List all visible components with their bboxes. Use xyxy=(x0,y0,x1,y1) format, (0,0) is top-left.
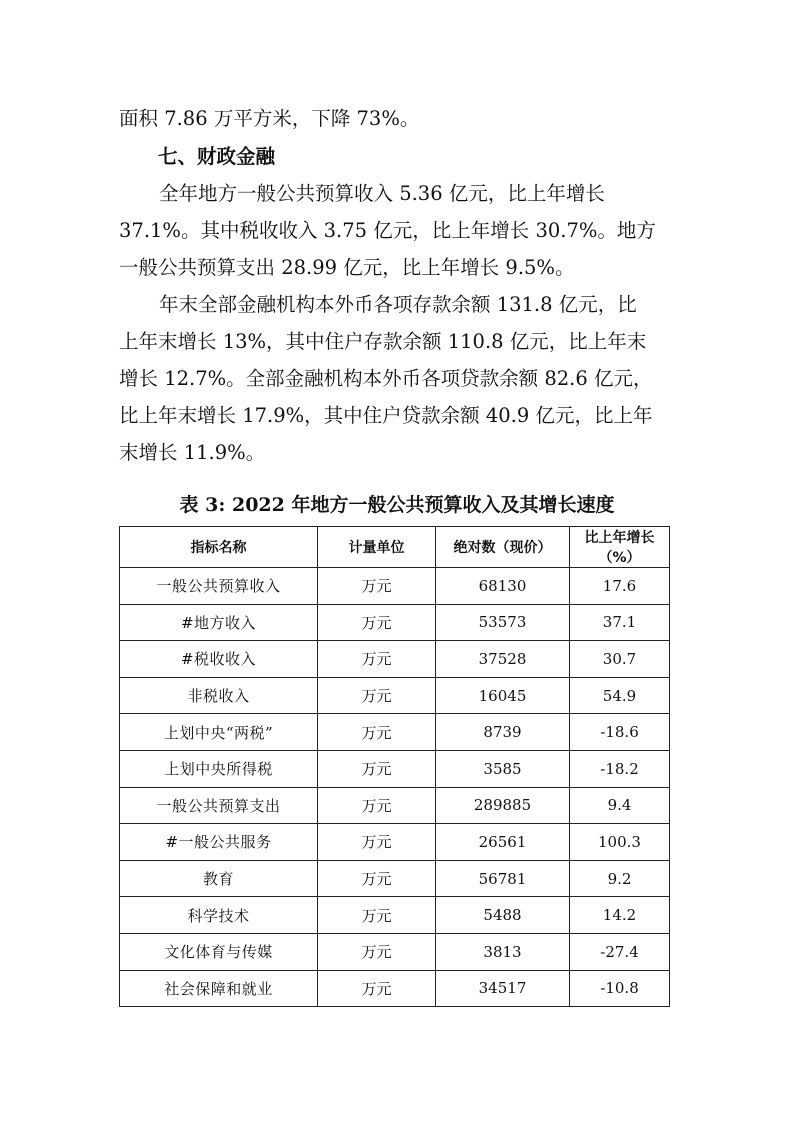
text-line: 面积 7.86 万平方米，下降 73%。 xyxy=(119,107,420,130)
cell-indicator: 上划中央“两税” xyxy=(120,714,318,751)
cell-absolute: 34517 xyxy=(436,970,570,1007)
cell-indicator: 非税收入 xyxy=(120,677,318,714)
finance-paragraph xyxy=(119,286,679,471)
text-line: 上年末增长 13%，其中住户存款余额 110.8 亿元，比上年末 xyxy=(119,330,647,353)
table-row xyxy=(120,860,670,897)
text-line: 全年地方一般公共预算收入 5.36 亿元，比上年增长 xyxy=(159,182,605,205)
cell-growth: -27.4 xyxy=(570,933,670,970)
fiscal-paragraph xyxy=(119,175,679,286)
text-line: 增长 12.7%。全部金融机构本外币各项贷款余额 82.6 亿元， xyxy=(119,367,653,390)
cell-unit: 万元 xyxy=(318,677,436,714)
cell-absolute: 3585 xyxy=(436,750,570,787)
table-row xyxy=(120,933,670,970)
cell-absolute: 5488 xyxy=(436,897,570,934)
cell-growth: 14.2 xyxy=(570,897,670,934)
cell-indicator: #一般公共服务 xyxy=(120,824,318,861)
table-row xyxy=(120,750,670,787)
table-row xyxy=(120,714,670,751)
cell-absolute: 16045 xyxy=(436,677,570,714)
cell-indicator: 一般公共预算支出 xyxy=(120,787,318,824)
cell-growth: -18.2 xyxy=(570,750,670,787)
cell-unit: 万元 xyxy=(318,970,436,1007)
cell-absolute: 3813 xyxy=(436,933,570,970)
cell-indicator: 科学技术 xyxy=(120,897,318,934)
intro-paragraph xyxy=(119,100,679,137)
cell-indicator: 一般公共预算收入 xyxy=(120,568,318,605)
cell-indicator: 教育 xyxy=(120,860,318,897)
cell-unit: 万元 xyxy=(318,750,436,787)
cell-unit: 万元 xyxy=(318,568,436,605)
cell-unit: 万元 xyxy=(318,604,436,641)
cell-absolute: 53573 xyxy=(436,604,570,641)
table-row xyxy=(120,970,670,1007)
text-line: 一般公共预算支出 28.99 亿元，比上年增长 9.5%。 xyxy=(119,256,575,279)
cell-unit: 万元 xyxy=(318,714,436,751)
table-header-row xyxy=(120,527,670,568)
cell-growth: 9.2 xyxy=(570,860,670,897)
cell-growth: 54.9 xyxy=(570,677,670,714)
table-row xyxy=(120,897,670,934)
cell-absolute: 26561 xyxy=(436,824,570,861)
column-header-absolute: 绝对数（现价） xyxy=(436,527,570,568)
cell-indicator: 上划中央所得税 xyxy=(120,750,318,787)
table-row xyxy=(120,568,670,605)
table-row xyxy=(120,824,670,861)
cell-absolute: 37528 xyxy=(436,641,570,678)
cell-absolute: 8739 xyxy=(436,714,570,751)
column-header-indicator: 指标名称 xyxy=(120,527,318,568)
column-header-growth: 比上年增长（%） xyxy=(570,527,670,568)
table-row xyxy=(120,677,670,714)
table-caption: 表 3: 2022 年地方一般公共预算收入及其增长速度 xyxy=(179,494,615,516)
cell-indicator: 文化体育与传媒 xyxy=(120,933,318,970)
cell-indicator: 社会保障和就业 xyxy=(120,970,318,1007)
cell-indicator: #税收收入 xyxy=(120,641,318,678)
cell-growth: 9.4 xyxy=(570,787,670,824)
cell-unit: 万元 xyxy=(318,897,436,934)
section-heading: 七、财政金融 xyxy=(158,145,276,168)
cell-unit: 万元 xyxy=(318,824,436,861)
cell-unit: 万元 xyxy=(318,860,436,897)
cell-unit: 万元 xyxy=(318,787,436,824)
table-row xyxy=(120,604,670,641)
cell-growth: 37.1 xyxy=(570,604,670,641)
text-line: 末增长 11.9%。 xyxy=(119,441,266,464)
text-line: 年末全部金融机构本外币各项存款余额 131.8 亿元，比 xyxy=(159,293,637,316)
cell-absolute: 56781 xyxy=(436,860,570,897)
table-row xyxy=(120,641,670,678)
cell-growth: 30.7 xyxy=(570,641,670,678)
cell-growth: 17.6 xyxy=(570,568,670,605)
cell-growth: 100.3 xyxy=(570,824,670,861)
cell-absolute: 289885 xyxy=(436,787,570,824)
budget-table xyxy=(119,526,670,1007)
column-header-unit: 计量单位 xyxy=(318,527,436,568)
cell-absolute: 68130 xyxy=(436,568,570,605)
cell-unit: 万元 xyxy=(318,933,436,970)
text-line: 37.1%。其中税收收入 3.75 亿元，比上年增长 30.7%。地方 xyxy=(119,219,656,242)
cell-growth: -18.6 xyxy=(570,714,670,751)
table-row xyxy=(120,787,670,824)
cell-indicator: #地方收入 xyxy=(120,604,318,641)
text-line: 比上年末增长 17.9%，其中住户贷款余额 40.9 亿元，比上年 xyxy=(119,404,653,427)
cell-unit: 万元 xyxy=(318,641,436,678)
cell-growth: -10.8 xyxy=(570,970,670,1007)
